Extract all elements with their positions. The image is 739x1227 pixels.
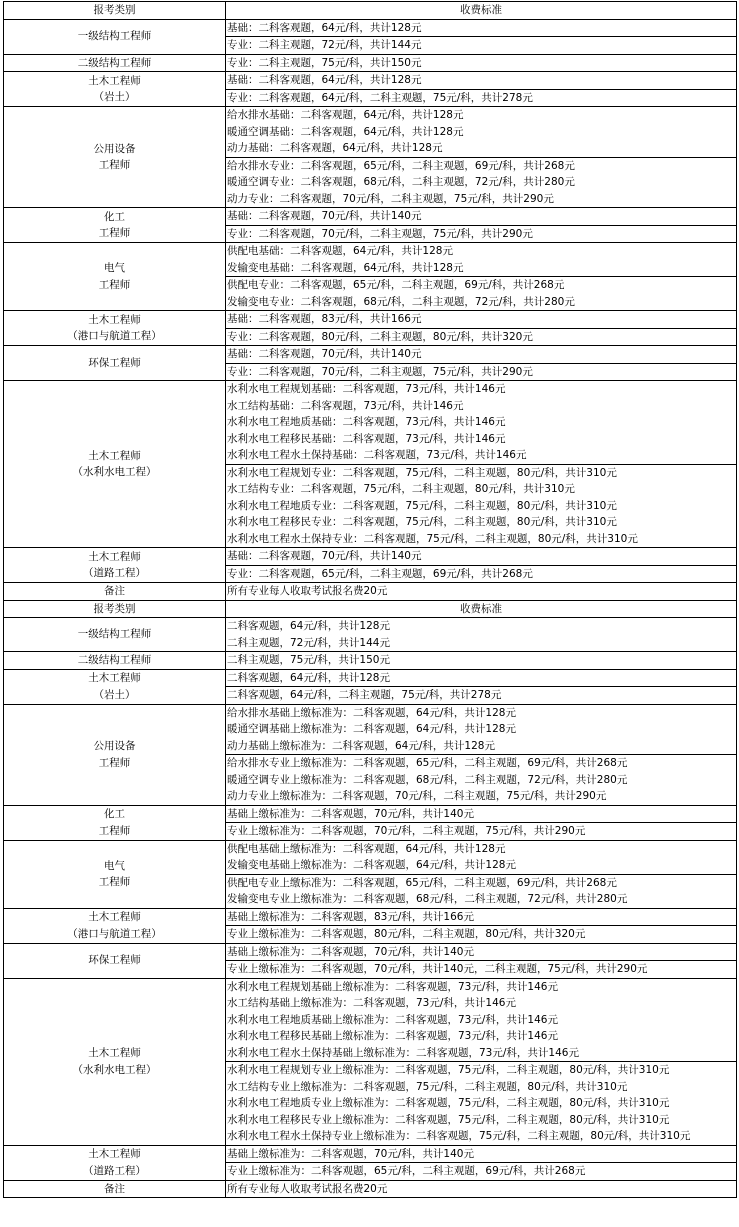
header-category: 报考类别 (4, 2, 226, 20)
fee-line: 给水排水基础上缴标准为：二科客观题，64元/科，共计128元 (227, 706, 516, 719)
fee-cell (226, 311, 737, 329)
category-cell (4, 54, 226, 72)
fee-cell (226, 72, 737, 90)
fee-line: 水利水电工程水土保持基础：二科客观题，73元/科，共计146元 (227, 449, 527, 461)
category-label: 土木工程师 (88, 911, 141, 923)
category-label: 二级结构工程师 (77, 654, 152, 666)
fee-line: 基础：二科客观题，70元/科，共计140元 (227, 550, 422, 562)
fee-cell (226, 978, 737, 1062)
category-label: 公用设备 (93, 740, 136, 752)
table-row (4, 208, 737, 226)
category-label: 电气 (104, 859, 125, 872)
fee-line: 水利水电工程规划基础上缴标准为：二科客观题，73元/科，共计146元 (227, 980, 558, 993)
fee-line: 基础：二科客观题，70元/科，共计140元 (227, 348, 422, 360)
table-row (4, 1180, 737, 1198)
fee-line: 基础：二科客观题，70元/科，共计140元 (227, 210, 422, 222)
fee-line: 动力基础：二科客观题，64元/科，共计128元 (227, 142, 443, 154)
category-label: 工程师 (98, 278, 131, 291)
category-label: （水利水电工程） (72, 1063, 157, 1076)
fee-line: 供配电专业上缴标准为：二科客观题，65元/科，二科主观题，69元/科，共计268元 (227, 876, 617, 889)
category-label: 土木工程师 (88, 1148, 141, 1160)
fee-line: 水利水电工程规划专业上缴标准为：二科客观题，75元/科，二科主观题，80元/科，共计310元 (227, 1064, 670, 1076)
category-label: 工程师 (98, 876, 131, 888)
category-label: 电气 (104, 262, 125, 274)
fee-line: 所有专业每人收取考试报名费20元 (227, 585, 388, 597)
table-row (4, 908, 737, 926)
fee-line: 给水排水基础：二科客观题，64元/科，共计128元 (227, 109, 464, 121)
table-row (4, 652, 737, 670)
fee-line: 水利水电工程规划基础：二科客观题，73元/科，共计146元 (227, 383, 506, 395)
category-cell (4, 346, 226, 381)
category-label: 土木工程师 (88, 672, 141, 684)
fee-line: 基础上缴标准为：二科客观题，70元/科，共计140元 (227, 945, 474, 958)
header-fee: 收费标准 (226, 2, 737, 20)
fee-line: 专业：二科主观题，72元/科，共计144元 (227, 39, 422, 51)
fee-cell (226, 89, 737, 107)
fee-line: 基础：二科客观题，83元/科，共计166元 (227, 313, 422, 325)
fee-cell (226, 755, 737, 806)
fee-cell (226, 243, 737, 277)
category-cell (4, 243, 226, 311)
fee-line: 水利水电工程水土保持基础上缴标准为：二科客观题，73元/科，共计146元 (227, 1046, 579, 1059)
category-cell (4, 311, 226, 346)
fee-line: 给水排水专业上缴标准为：二科客观题，65元/科，二科主观题，69元/科，共计268元 (227, 757, 628, 769)
category-cell (4, 840, 226, 908)
category-label: 土木工程师 (88, 313, 141, 326)
fee-line: 基础上缴标准为：二科客观题，83元/科，共计166元 (227, 910, 474, 923)
fee-line: 水利水电工程地质基础上缴标准为：二科客观题，73元/科，共计146元 (227, 1013, 558, 1026)
table-row (4, 943, 737, 961)
table-row (4, 1145, 737, 1163)
fee-line: 基础上缴标准为：二科客观题，70元/科，共计140元 (227, 807, 474, 820)
fee-line: 基础：二科客观题，64元/科，共计128元 (227, 21, 422, 34)
fee-line: 专业：二科客观题，70元/科，二科主观题，75元/科，共计290元 (227, 365, 533, 378)
fee-cell (226, 805, 737, 823)
table-row (4, 669, 737, 687)
table-row (4, 72, 737, 90)
category-cell (4, 72, 226, 107)
category-cell (4, 1145, 226, 1180)
table-row (4, 346, 737, 364)
table-row (4, 704, 737, 755)
fee-line: 发输变电基础上缴标准为：二科客观题，64元/科，共计128元 (227, 859, 516, 871)
fee-line: 所有专业每人收取考试报名费20元 (227, 1182, 388, 1195)
category-label: 一级结构工程师 (77, 30, 152, 43)
category-cell (4, 978, 226, 1145)
fee-cell (226, 277, 737, 311)
category-cell (4, 381, 226, 548)
fee-cell (226, 54, 737, 72)
category-label: 土木工程师 (88, 1047, 141, 1059)
category-label: 公用设备 (93, 142, 136, 155)
category-cell (4, 107, 226, 208)
fee-cell (226, 381, 737, 465)
fee-cell (226, 225, 737, 243)
table-row (4, 583, 737, 601)
fee-cell (226, 157, 737, 208)
fee-cell (226, 874, 737, 908)
header-category: 报考类别 (4, 600, 226, 618)
fee-line: 暖通空调基础上缴标准为：二科客观题，64元/科，共计128元 (227, 723, 516, 735)
category-cell (4, 805, 226, 840)
category-label: （港口与航道工程） (67, 330, 162, 342)
fee-line: 给水排水专业：二科客观题，65元/科，二科主观题，69元/科，共计268元 (227, 159, 575, 172)
fee-line: 水利水电工程移民专业上缴标准为：二科客观题，75元/科，二科主观题，80元/科，共计310元 (227, 1113, 670, 1126)
category-cell (4, 669, 226, 704)
table-row (4, 618, 737, 652)
category-cell (4, 652, 226, 670)
fee-cell (226, 464, 737, 548)
category-label: 土木工程师 (88, 74, 141, 87)
fee-cell (226, 618, 737, 652)
table-row (4, 243, 737, 277)
fee-line: 专业：二科客观题，64元/科，二科主观题，75元/科，共计278元 (227, 91, 533, 104)
fee-line: 专业上缴标准为：二科客观题，65元/科，二科主观题，69元/科，共计268元 (227, 1165, 586, 1177)
fee-line: 动力专业：二科客观题，70元/科，二科主观题，75元/科，共计290元 (227, 192, 554, 205)
category-label: 备注 (104, 1182, 125, 1195)
fee-line: 专业上缴标准为：二科客观题，80元/科，二科主观题，80元/科，共计320元 (227, 928, 586, 940)
fee-line: 水工结构基础上缴标准为：二科客观题，73元/科，共计146元 (227, 997, 516, 1009)
fee-cell (226, 669, 737, 687)
category-label: 二级结构工程师 (77, 56, 152, 69)
fee-cell (226, 1163, 737, 1181)
header-row (4, 2, 737, 20)
fee-cell (226, 1180, 737, 1198)
fee-schedule-document (3, 1, 736, 1198)
category-label: 工程师 (98, 159, 131, 171)
table-row (4, 19, 737, 37)
fee-cell (226, 961, 737, 979)
fee-line: 二科客观题，64元/科，共计128元 (227, 671, 390, 684)
category-label: 土木工程师 (88, 550, 141, 563)
fee-cell (226, 823, 737, 841)
category-label: 化工 (104, 210, 125, 223)
fee-line: 水工结构专业：二科客观题，75元/科，二科主观题，80元/科，共计310元 (227, 483, 575, 495)
category-label: 工程师 (98, 756, 131, 769)
category-cell (4, 908, 226, 943)
fee-line: 水利水电工程移民基础上缴标准为：二科客观题，73元/科，共计146元 (227, 1030, 558, 1042)
category-label: （港口与航道工程） (67, 927, 162, 940)
category-cell (4, 943, 226, 978)
fee-line: 暖通空调专业上缴标准为：二科客观题，68元/科，二科主观题，72元/科，共计280元 (227, 773, 628, 786)
fee-cell (226, 548, 737, 566)
category-cell (4, 583, 226, 601)
fee-line: 水利水电工程水土保持专业：二科客观题，75元/科，二科主观题，80元/科，共计310元 (227, 532, 638, 545)
fee-cell (226, 328, 737, 346)
category-label: 备注 (104, 585, 125, 597)
fee-line: 二科主观题，72元/科，共计144元 (227, 636, 390, 649)
table-row (4, 311, 737, 329)
fee-line: 水利水电工程规划专业：二科客观题，75元/科，二科主观题，80元/科，共计310元 (227, 466, 617, 479)
fee-line: 水工结构专业上缴标准为：二科客观题，75元/科，二科主观题，80元/科，共计310元 (227, 1080, 628, 1093)
fee-cell (226, 565, 737, 583)
category-label: 工程师 (98, 824, 131, 837)
category-cell (4, 704, 226, 805)
fee-line: 水利水电工程移民基础：二科客观题，73元/科，共计146元 (227, 432, 506, 445)
fee-line: 二科主观题，75元/科，共计150元 (227, 654, 390, 666)
fee-line: 暖通空调专业：二科客观题，68元/科，二科主观题，72元/科，共计280元 (227, 176, 575, 188)
fee-cell (226, 926, 737, 944)
fee-cell (226, 840, 737, 874)
fee-line: 水利水电工程地质基础：二科客观题，73元/科，共计146元 (227, 416, 506, 428)
category-label: 化工 (104, 808, 125, 820)
category-label: （岩土） (93, 688, 136, 701)
fee-cell (226, 1145, 737, 1163)
fee-table-body (4, 2, 737, 1198)
fee-line: 水利水电工程地质专业上缴标准为：二科客观题，75元/科，二科主观题，80元/科，共计310元 (227, 1097, 670, 1109)
category-cell (4, 618, 226, 652)
category-label: （水利水电工程） (72, 466, 157, 478)
fee-line: 专业：二科客观题，65元/科，二科主观题，69元/科，共计268元 (227, 567, 533, 580)
fee-cell (226, 346, 737, 364)
fee-line: 二科客观题，64元/科，共计128元 (227, 620, 390, 632)
fee-cell (226, 107, 737, 158)
fee-cell (226, 943, 737, 961)
fee-cell (226, 363, 737, 381)
fee-cell (226, 208, 737, 226)
category-label: 环保工程师 (88, 356, 141, 369)
category-label: （道路工程） (83, 1164, 146, 1177)
fee-cell (226, 37, 737, 55)
fee-cell (226, 687, 737, 705)
header-fee: 收费标准 (226, 600, 737, 618)
fee-line: 基础：二科客观题，64元/科，共计128元 (227, 74, 422, 86)
category-cell (4, 19, 226, 54)
table-row (4, 805, 737, 823)
table-row (4, 548, 737, 566)
fee-line: 水利水电工程移民专业：二科客观题，75元/科，二科主观题，80元/科，共计310元 (227, 516, 617, 528)
fee-line: 专业上缴标准为：二科客观题，70元/科，二科主观题，75元/科，共计290元 (227, 825, 586, 837)
fee-line: 动力专业上缴标准为：二科客观题，70元/科，二科主观题，75元/科，共计290元 (227, 790, 607, 802)
fee-line: 二科客观题，64元/科，二科主观题，75元/科，共计278元 (227, 689, 502, 701)
category-label: 一级结构工程师 (77, 628, 152, 641)
fee-line: 供配电基础上缴标准为：二科客观题，64元/科，共计128元 (227, 842, 506, 855)
fee-line: 水工结构基础：二科客观题，73元/科，共计146元 (227, 399, 464, 412)
category-label: （道路工程） (83, 567, 146, 579)
fee-cell (226, 704, 737, 755)
fee-cell (226, 583, 737, 601)
table-row (4, 107, 737, 158)
header-row (4, 600, 737, 618)
category-cell (4, 208, 226, 243)
fee-line: 基础上缴标准为：二科客观题，70元/科，共计140元 (227, 1147, 474, 1160)
fee-cell (226, 1062, 737, 1146)
table-row (4, 978, 737, 1062)
category-label: （岩土） (93, 91, 136, 103)
fee-line: 供配电基础：二科客观题，64元/科，共计128元 (227, 245, 453, 257)
fee-line: 发输变电专业上缴标准为：二科客观题，68元/科，二科主观题，72元/科，共计280元 (227, 893, 628, 905)
fee-line: 专业：二科客观题，70元/科，二科主观题，75元/科，共计290元 (227, 227, 533, 240)
table-row (4, 840, 737, 874)
category-cell (4, 1180, 226, 1198)
fee-line: 发输变电基础：二科客观题，64元/科，共计128元 (227, 261, 464, 274)
category-cell (4, 548, 226, 583)
fee-line: 暖通空调基础：二科客观题，64元/科，共计128元 (227, 125, 464, 138)
fee-line: 水利水电工程水土保持专业上缴标准为：二科客观题，75元/科，二科主观题，80元/科，共计310元 (227, 1130, 691, 1142)
fee-cell (226, 19, 737, 37)
fee-line: 发输变电专业：二科客观题，68元/科，二科主观题，72元/科，共计280元 (227, 295, 575, 308)
fee-line: 专业：二科主观题，75元/科，共计150元 (227, 56, 422, 69)
table-row (4, 54, 737, 72)
category-label: 环保工程师 (88, 954, 141, 967)
fee-line: 水利水电工程地质专业：二科客观题，75元/科，二科主观题，80元/科，共计310元 (227, 499, 617, 512)
fee-line: 专业上缴标准为：二科客观题，70元/科，共计140元，二科主观题，75元/科，共计290元 (227, 963, 648, 975)
fee-table (3, 1, 737, 1198)
category-label: 土木工程师 (88, 449, 141, 462)
category-label: 工程师 (98, 227, 131, 239)
fee-cell (226, 908, 737, 926)
table-row (4, 381, 737, 465)
fee-cell (226, 652, 737, 670)
fee-line: 动力基础上缴标准为：二科客观题，64元/科，共计128元 (227, 739, 495, 752)
fee-line: 供配电专业：二科客观题，65元/科，二科主观题，69元/科，共计268元 (227, 279, 565, 291)
fee-line: 专业：二科客观题，80元/科，二科主观题，80元/科，共计320元 (227, 330, 533, 343)
